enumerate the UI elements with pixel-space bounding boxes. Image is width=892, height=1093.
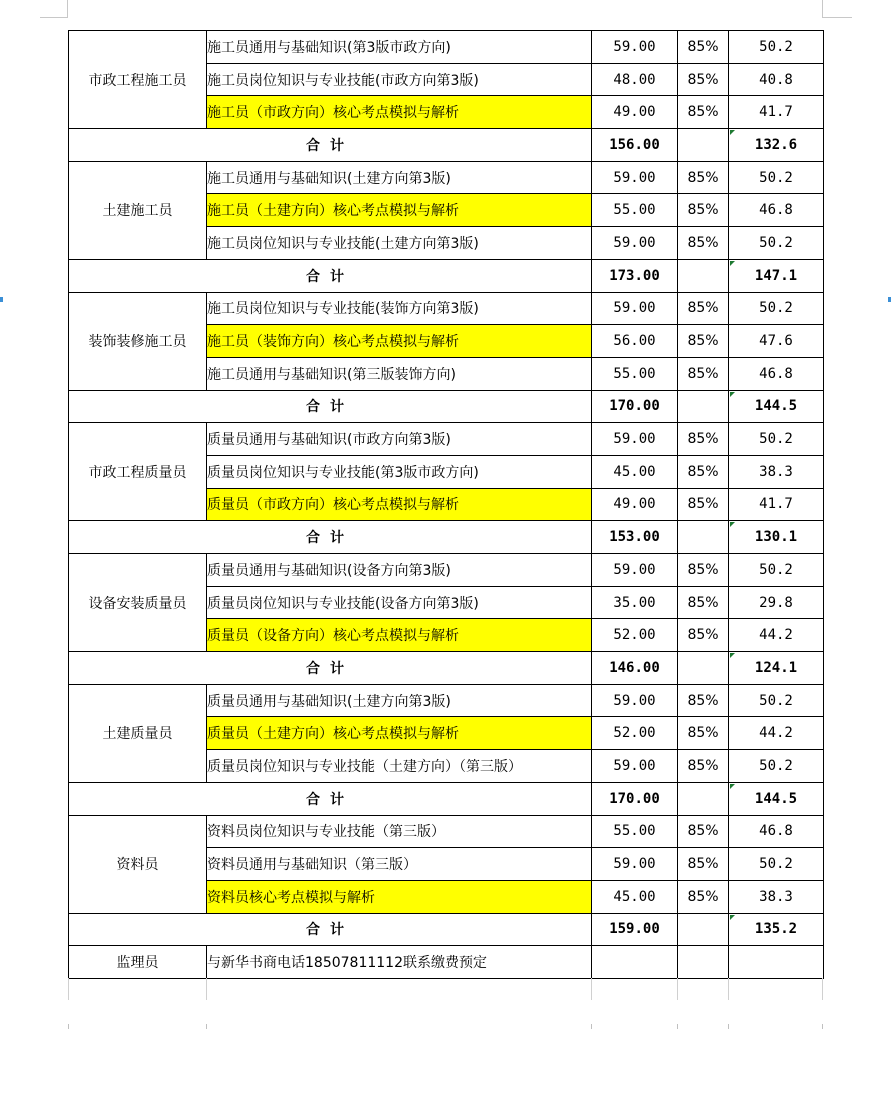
- empty-cell: [678, 913, 729, 946]
- empty-cell: [729, 946, 824, 979]
- book-title: 施工员（装饰方向）核心考点模拟与解析: [207, 325, 592, 358]
- total-label: 合计: [69, 913, 592, 946]
- margin-mark-right: [888, 297, 891, 302]
- total-label: 合计: [69, 390, 592, 423]
- table-row: [69, 946, 824, 979]
- discount-cell: 85%: [678, 194, 729, 227]
- grid-line: [591, 978, 592, 1000]
- discount-cell: 85%: [678, 63, 729, 96]
- margin-mark-left: [0, 297, 3, 302]
- book-title: 施工员岗位知识与专业技能(土建方向第3版): [207, 227, 592, 260]
- net-price-cell: 50.2: [729, 554, 824, 587]
- total-label: 合计: [69, 129, 592, 162]
- grid-line: [206, 978, 207, 1000]
- empty-cell: [678, 129, 729, 162]
- total-price: 159.00: [592, 913, 678, 946]
- net-price-cell: 38.3: [729, 880, 824, 913]
- grid-dot: [677, 1024, 678, 1029]
- table-row: [69, 815, 824, 848]
- category-cell: 土建质量员: [69, 684, 207, 782]
- table-row: [69, 31, 824, 64]
- price-cell: 52.00: [592, 717, 678, 750]
- table-row: [69, 423, 824, 456]
- grid-line: [68, 978, 69, 1000]
- net-price-cell: 38.3: [729, 455, 824, 488]
- book-title: 施工员（土建方向）核心考点模拟与解析: [207, 194, 592, 227]
- discount-cell: 85%: [678, 848, 729, 881]
- category-cell: 土建施工员: [69, 161, 207, 259]
- discount-cell: 85%: [678, 815, 729, 848]
- net-price-cell: 46.8: [729, 357, 824, 390]
- discount-cell: 85%: [678, 880, 729, 913]
- discount-cell: 85%: [678, 684, 729, 717]
- total-row: [69, 390, 824, 423]
- grid-dot: [68, 1024, 69, 1029]
- book-title: 质量员（设备方向）核心考点模拟与解析: [207, 619, 592, 652]
- price-cell: 49.00: [592, 96, 678, 129]
- price-cell: 35.00: [592, 586, 678, 619]
- book-title: 质量员（市政方向）核心考点模拟与解析: [207, 488, 592, 521]
- net-price-cell: 50.2: [729, 750, 824, 783]
- price-cell: 59.00: [592, 848, 678, 881]
- book-title: 质量员岗位知识与专业技能(第3版市政方向): [207, 455, 592, 488]
- category-cell: 市政工程质量员: [69, 423, 207, 521]
- discount-cell: 85%: [678, 423, 729, 456]
- corner-mark-top-left-h: [40, 17, 68, 18]
- category-cell: 资料员: [69, 815, 207, 913]
- net-price-cell: 40.8: [729, 63, 824, 96]
- net-price-cell: 29.8: [729, 586, 824, 619]
- net-price-cell: 50.2: [729, 423, 824, 456]
- total-net-price: 135.2: [729, 913, 824, 946]
- total-row: [69, 652, 824, 685]
- price-cell: 45.00: [592, 880, 678, 913]
- total-net-price: 144.5: [729, 390, 824, 423]
- category-cell: 监理员: [69, 946, 207, 979]
- net-price-cell: 41.7: [729, 488, 824, 521]
- discount-cell: 85%: [678, 717, 729, 750]
- discount-cell: 85%: [678, 96, 729, 129]
- total-price: 146.00: [592, 652, 678, 685]
- book-title: 质量员通用与基础知识(市政方向第3版): [207, 423, 592, 456]
- total-net-price: 130.1: [729, 521, 824, 554]
- grid-line: [677, 978, 678, 1000]
- corner-mark-top-right-v: [822, 0, 823, 18]
- empty-cell: [678, 521, 729, 554]
- total-net-price: 132.6: [729, 129, 824, 162]
- book-title: 施工员通用与基础知识(土建方向第3版): [207, 161, 592, 194]
- net-price-cell: 50.2: [729, 684, 824, 717]
- table-row: [69, 161, 824, 194]
- net-price-cell: 50.2: [729, 227, 824, 260]
- book-title: 质量员通用与基础知识(土建方向第3版): [207, 684, 592, 717]
- book-title: 资料员岗位知识与专业技能（第三版）: [207, 815, 592, 848]
- price-cell: 55.00: [592, 815, 678, 848]
- total-row: [69, 913, 824, 946]
- total-net-price: 147.1: [729, 259, 824, 292]
- total-price: 153.00: [592, 521, 678, 554]
- grid-dot: [822, 1024, 823, 1029]
- total-net-price: 124.1: [729, 652, 824, 685]
- price-cell: 48.00: [592, 63, 678, 96]
- contact-note: 与新华书商电话18507811112联系缴费预定: [207, 946, 592, 979]
- total-row: [69, 259, 824, 292]
- empty-cell: [678, 946, 729, 979]
- empty-cell: [592, 946, 678, 979]
- net-price-cell: 44.2: [729, 717, 824, 750]
- discount-cell: 85%: [678, 292, 729, 325]
- price-cell: 45.00: [592, 455, 678, 488]
- net-price-cell: 47.6: [729, 325, 824, 358]
- grid-line: [728, 978, 729, 1000]
- total-row: [69, 782, 824, 815]
- price-cell: 59.00: [592, 292, 678, 325]
- total-price: 156.00: [592, 129, 678, 162]
- grid-dot: [728, 1024, 729, 1029]
- net-price-cell: 50.2: [729, 292, 824, 325]
- book-title: 质量员通用与基础知识(设备方向第3版): [207, 554, 592, 587]
- empty-cell: [678, 259, 729, 292]
- price-cell: 59.00: [592, 750, 678, 783]
- price-cell: 49.00: [592, 488, 678, 521]
- table-row: [69, 684, 824, 717]
- category-cell: 市政工程施工员: [69, 31, 207, 129]
- net-price-cell: 41.7: [729, 96, 824, 129]
- discount-cell: 85%: [678, 619, 729, 652]
- price-cell: 52.00: [592, 619, 678, 652]
- discount-cell: 85%: [678, 161, 729, 194]
- book-title: 施工员通用与基础知识(第3版市政方向): [207, 31, 592, 64]
- total-label: 合计: [69, 782, 592, 815]
- price-cell: 59.00: [592, 161, 678, 194]
- corner-mark-top-left-v: [67, 0, 68, 18]
- price-cell: 55.00: [592, 194, 678, 227]
- total-label: 合计: [69, 259, 592, 292]
- book-title: 施工员（市政方向）核心考点模拟与解析: [207, 96, 592, 129]
- book-title: 资料员通用与基础知识（第三版）: [207, 848, 592, 881]
- net-price-cell: 46.8: [729, 194, 824, 227]
- total-row: [69, 129, 824, 162]
- empty-cell: [678, 652, 729, 685]
- book-title: 质量员岗位知识与专业技能（土建方向）（第三版）: [207, 750, 592, 783]
- book-title: 施工员岗位知识与专业技能(市政方向第3版): [207, 63, 592, 96]
- discount-cell: 85%: [678, 325, 729, 358]
- discount-cell: 85%: [678, 31, 729, 64]
- discount-cell: 85%: [678, 750, 729, 783]
- table-row: [69, 554, 824, 587]
- book-title: 资料员核心考点模拟与解析: [207, 880, 592, 913]
- total-row: [69, 521, 824, 554]
- price-cell: 55.00: [592, 357, 678, 390]
- book-title: 质量员（土建方向）核心考点模拟与解析: [207, 717, 592, 750]
- grid-line: [822, 978, 823, 1000]
- table-row: [69, 292, 824, 325]
- category-cell: 装饰装修施工员: [69, 292, 207, 390]
- empty-cell: [678, 782, 729, 815]
- discount-cell: 85%: [678, 455, 729, 488]
- price-table: [68, 30, 824, 979]
- total-net-price: 144.5: [729, 782, 824, 815]
- category-cell: 设备安装质量员: [69, 554, 207, 652]
- total-price: 173.00: [592, 259, 678, 292]
- net-price-cell: 44.2: [729, 619, 824, 652]
- net-price-cell: 46.8: [729, 815, 824, 848]
- total-label: 合计: [69, 652, 592, 685]
- discount-cell: 85%: [678, 227, 729, 260]
- total-label: 合计: [69, 521, 592, 554]
- price-cell: 56.00: [592, 325, 678, 358]
- total-price: 170.00: [592, 782, 678, 815]
- price-cell: 59.00: [592, 227, 678, 260]
- price-cell: 59.00: [592, 423, 678, 456]
- discount-cell: 85%: [678, 554, 729, 587]
- price-cell: 59.00: [592, 684, 678, 717]
- corner-mark-top-right-h: [822, 17, 852, 18]
- net-price-cell: 50.2: [729, 848, 824, 881]
- discount-cell: 85%: [678, 488, 729, 521]
- net-price-cell: 50.2: [729, 31, 824, 64]
- empty-cell: [678, 390, 729, 423]
- price-cell: 59.00: [592, 31, 678, 64]
- grid-dot: [206, 1024, 207, 1029]
- total-price: 170.00: [592, 390, 678, 423]
- discount-cell: 85%: [678, 586, 729, 619]
- price-cell: 59.00: [592, 554, 678, 587]
- grid-dot: [591, 1024, 592, 1029]
- net-price-cell: 50.2: [729, 161, 824, 194]
- book-title: 质量员岗位知识与专业技能(设备方向第3版): [207, 586, 592, 619]
- book-title: 施工员岗位知识与专业技能(装饰方向第3版): [207, 292, 592, 325]
- book-title: 施工员通用与基础知识(第三版装饰方向): [207, 357, 592, 390]
- discount-cell: 85%: [678, 357, 729, 390]
